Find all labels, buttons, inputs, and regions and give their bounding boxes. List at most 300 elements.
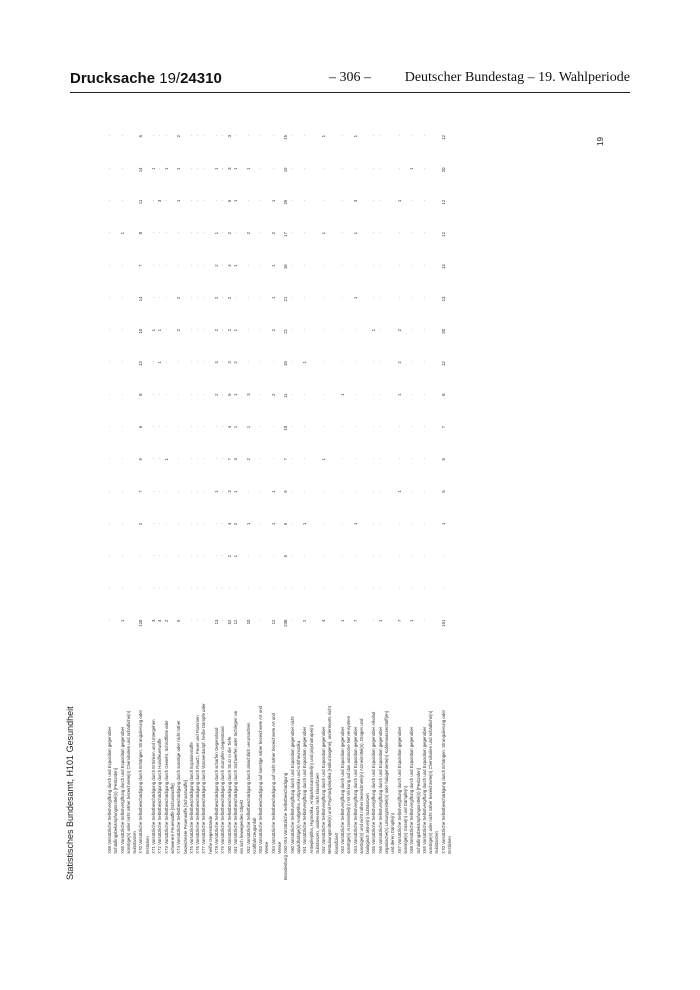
row-label: X75 Vorsätzliche Selbstbeschädigung durch Explosivstoffe [188, 742, 194, 854]
value-cell: · [283, 587, 289, 589]
value-cell: 1 [409, 167, 415, 170]
value-cell: · [157, 490, 163, 492]
total-cell: 1 [339, 619, 345, 622]
value-cell: 3 [352, 199, 358, 203]
total-cell: · [421, 619, 427, 622]
value-cell: 1 [163, 167, 169, 170]
value-cell: · [188, 393, 194, 395]
value-cell: 1 [352, 522, 358, 526]
value-cell: · [151, 522, 157, 525]
statistics-table [107, 135, 453, 880]
value-cell: 1 [371, 328, 377, 332]
value-cell: · [258, 490, 264, 492]
value-cell [447, 232, 453, 264]
value-cell: · [258, 296, 264, 299]
table-body [107, 135, 453, 880]
value-cell: 8 [440, 393, 446, 396]
value-cell: · [220, 425, 226, 428]
value-cell: 10 [138, 328, 144, 334]
value-cell: · [201, 135, 207, 137]
value-cell: · [321, 425, 327, 428]
value-cell [447, 135, 453, 167]
row-label: X76 Vorsätzliche Selbstbeschädigung durch Rauch, Feuer und Flammen [195, 715, 201, 854]
value-cell: · [289, 199, 295, 202]
value-cell: 1 [232, 555, 238, 558]
value-cell: · [377, 264, 383, 266]
value-cell: 14 [138, 296, 144, 302]
value-cell: · [289, 522, 295, 525]
value-cell: · [421, 458, 427, 460]
value-cell: · [289, 393, 295, 395]
value-cell: 1 [157, 361, 163, 364]
value-cell: 17 [283, 232, 289, 237]
value-cell: · [195, 264, 201, 266]
value-cell: 2 [138, 522, 144, 526]
value-cell: · [201, 264, 207, 266]
value-cell: 3 [226, 135, 232, 138]
row-label: X68 Vorsätzliche Selbstvergiftung durch und Exposition gegenüber [409, 726, 415, 854]
value-cell: 2 [214, 264, 220, 267]
total-cell: 10 [245, 619, 251, 625]
value-cell: · [176, 555, 182, 557]
value-cell: 5 [440, 490, 446, 493]
value-cell: · [188, 361, 194, 363]
value-cell: · [220, 522, 226, 525]
value-cell: · [245, 264, 251, 266]
value-cell: · [270, 555, 276, 557]
value-cell: · [270, 135, 276, 137]
value-cell [447, 167, 453, 199]
value-cell: · [421, 393, 427, 395]
value-cell: · [339, 425, 345, 428]
value-cell: · [302, 490, 308, 492]
total-cell: · [258, 619, 264, 622]
value-cell: · [321, 199, 327, 202]
value-cell: 7 [138, 490, 144, 493]
value-cell: · [302, 296, 308, 299]
value-cell: · [352, 393, 358, 395]
row-label: sonstige(n) Gase(n) und Dämpfe(n) [402, 785, 408, 854]
total-cell: 238 [283, 619, 289, 627]
value-cell: · [302, 555, 308, 557]
value-cell: 1 [440, 522, 446, 526]
value-cell: · [151, 425, 157, 428]
value-cell: 20 [440, 328, 446, 334]
value-cell: 8 [138, 393, 144, 396]
value-cell: 5 [226, 199, 232, 203]
value-cell: · [151, 555, 157, 557]
value-cell: 7 [283, 458, 289, 461]
value-cell: · [107, 490, 112, 492]
value-cell: 1 [214, 232, 220, 235]
value-cell: · [176, 425, 182, 428]
row-label: Substanzen [434, 831, 440, 854]
value-cell: · [201, 490, 207, 492]
value-cell: · [321, 264, 327, 266]
value-cell: 2 [270, 393, 276, 396]
total-cell: 4 [321, 619, 327, 622]
value-cell: · [352, 555, 358, 557]
value-cell: · [138, 587, 144, 589]
row-label: sonstige(n) oder nicht näher bezeichnete(n) Chemikalien und schädliche(n) [428, 710, 434, 854]
region-cell: Brandenburg [283, 855, 289, 880]
row-label: X78 Vorsätzliche Selbstbeschädigung durch scharfen Gegenstand [214, 727, 220, 854]
value-cell: 18 [283, 264, 289, 270]
value-cell: · [245, 296, 251, 299]
value-cell: 6 [138, 425, 144, 429]
value-cell: · [377, 490, 383, 492]
value-cell: · [409, 296, 415, 299]
value-cell: · [371, 490, 377, 492]
value-cell: 1 [396, 490, 402, 493]
value-cell: · [188, 232, 194, 234]
value-cell: · [409, 587, 415, 589]
row-label: Kraftfahrzeugunfall [251, 817, 257, 854]
value-cell: · [258, 425, 264, 428]
value-cell: · [396, 264, 402, 266]
value-cell: 21 [283, 328, 289, 334]
value-cell: · [107, 264, 112, 266]
value-cell: 10 [283, 425, 289, 431]
value-cell: · [138, 555, 144, 557]
value-cell: 1 [232, 328, 238, 332]
value-cell: · [302, 328, 308, 331]
value-cell: · [409, 135, 415, 137]
value-cell: 12 [440, 361, 446, 366]
value-cell: · [302, 458, 308, 460]
value-cell: · [421, 135, 427, 137]
value-cell: · [119, 393, 125, 395]
value-cell: · [151, 361, 157, 363]
value-cell: · [195, 490, 201, 492]
row-label: X70 Vorsätzliche Selbstbeschädigung durch Erhängen, Strangulierung oder [440, 709, 446, 854]
value-cell: · [321, 361, 327, 363]
total-cell: · [201, 619, 207, 622]
value-cell: · [409, 458, 415, 460]
value-cell: 1 [232, 425, 238, 429]
value-cell: 2 [226, 296, 232, 300]
value-cell: · [220, 393, 226, 395]
value-cell: · [371, 167, 377, 169]
drucksache-number: 24310 [180, 70, 222, 87]
row-label: X61 Vorsätzliche Selbstvergiftung durch und Exposition gegenüber [302, 726, 308, 854]
value-cell: · [352, 328, 358, 331]
value-cell: · [339, 167, 345, 169]
value-cell: · [195, 135, 201, 137]
total-cell: 12 [232, 619, 238, 625]
value-cell: · [352, 167, 358, 169]
row-label: X62 Vorsätzliche Selbstvergiftung durch und Exposition gegenüber [321, 726, 327, 854]
value-cell: · [157, 458, 163, 460]
value-cell: 1 [321, 135, 327, 138]
value-cell: · [339, 264, 345, 266]
value-cell: · [302, 393, 308, 395]
row-label: opioidhaltige(n) Analgetika, Antipyretika und Antirheumatika [295, 740, 301, 854]
value-cell: · [371, 361, 377, 363]
value-cell: · [352, 264, 358, 266]
value-cell: · [232, 135, 238, 137]
value-cell: · [339, 328, 345, 331]
value-cell: 21 [283, 296, 289, 302]
value-cell: · [440, 555, 446, 557]
value-cell: · [176, 361, 182, 363]
value-cell: · [270, 167, 276, 169]
value-cell: · [220, 135, 226, 137]
row-label: klassifiziert [333, 832, 339, 854]
value-cell: · [232, 587, 238, 589]
value-cell: · [188, 264, 194, 266]
row-label: X63 Vorsätzliche Selbstvergiftung durch und Exposition gegenüber [339, 726, 345, 854]
value-cell: · [107, 135, 112, 137]
drucksache-number-prefix: 19/ [159, 70, 181, 87]
value-cell: · [270, 587, 276, 589]
value-cell: · [377, 135, 383, 137]
value-cell: · [201, 587, 207, 589]
row-label: und deren Dämpfe(n) [390, 812, 396, 854]
total-cell: 2 [302, 619, 308, 622]
value-cell: · [396, 587, 402, 589]
value-cell: 5 [226, 393, 232, 396]
value-cell: 1 [151, 167, 157, 170]
value-cell: · [289, 555, 295, 557]
row-label: Antiepileptika, Hypnotika, Antiparkinsonmittel(n) und psychotrope(n) [308, 724, 314, 854]
total-cell: 12 [270, 619, 276, 625]
value-cell: · [245, 328, 251, 331]
value-cell: · [440, 587, 446, 589]
value-cell: · [289, 264, 295, 266]
value-cell: · [396, 296, 402, 299]
value-cell: · [421, 264, 427, 266]
value-cell: 2 [214, 393, 220, 396]
value-cell: · [214, 199, 220, 202]
value-cell: · [195, 296, 201, 299]
value-cell: · [321, 587, 327, 589]
value-cell: 2 [176, 328, 182, 332]
value-cell: · [214, 587, 220, 589]
value-cell: · [245, 135, 251, 137]
value-cell: · [371, 135, 377, 137]
value-cell: · [201, 328, 207, 331]
value-cell: · [220, 232, 226, 234]
value-cell: 1 [176, 167, 182, 170]
value-cell: · [214, 458, 220, 460]
value-cell: · [377, 167, 383, 169]
value-cell: 2 [226, 232, 232, 235]
value-cell: · [176, 264, 182, 266]
table-page-number: 19 [596, 137, 605, 146]
value-cell: 2 [396, 361, 402, 364]
value-cell: · [201, 393, 207, 395]
value-cell: · [232, 232, 238, 234]
value-cell: · [176, 458, 182, 460]
value-cell: · [270, 458, 276, 460]
value-cell: · [371, 458, 377, 460]
value-cell: 2 [396, 328, 402, 332]
value-cell [447, 523, 453, 555]
value-cell: · [188, 490, 194, 492]
value-cell: · [201, 522, 207, 525]
value-cell [447, 361, 453, 393]
row-label: X60-X84 Vorsätzliche Selbstbeschädigung [283, 772, 289, 854]
row-label: Substanzen [132, 831, 138, 854]
value-cell: 1 [232, 490, 238, 493]
value-cell: · [107, 328, 112, 331]
value-cell: 13 [440, 296, 446, 302]
row-label: schwerere Feuerwaffe [Schusswaffe] [169, 783, 175, 854]
value-cell: · [371, 393, 377, 395]
row-label: X70 Vorsätzliche Selbstbeschädigung durch Erhängen, Strangulierung oder [138, 709, 144, 854]
value-cell: · [176, 393, 182, 395]
value-cell: 2 [226, 328, 232, 332]
value-cell: · [409, 199, 415, 202]
value-cell: 13 [440, 264, 446, 270]
value-cell: 1 [232, 264, 238, 267]
value-cell: · [220, 328, 226, 331]
value-cell: · [409, 232, 415, 234]
value-cell: 2 [232, 522, 238, 526]
value-cell: · [377, 393, 383, 395]
value-cell: · [289, 167, 295, 169]
value-cell: 1 [232, 393, 238, 396]
value-cell: · [289, 296, 295, 299]
row-label: heiße Gegenstände [207, 816, 213, 854]
value-cell: · [258, 232, 264, 234]
value-cell: 1 [339, 393, 345, 396]
value-cell: · [352, 361, 358, 363]
value-cell: · [339, 296, 345, 299]
value-cell: · [352, 587, 358, 589]
value-cell: 1 [245, 522, 251, 526]
value-cell: · [339, 587, 345, 589]
value-cell: · [107, 425, 112, 428]
value-cell: · [119, 587, 125, 589]
value-cell: 4 [226, 425, 232, 429]
value-cell: 5 [440, 458, 446, 461]
value-cell: 2 [214, 328, 220, 332]
value-cell: · [195, 199, 201, 202]
value-cell: · [302, 232, 308, 234]
row-label: X60 Vorsätzliche Selbstvergiftung durch und Exposition gegenüber nicht [289, 716, 295, 854]
value-cell: · [195, 232, 201, 234]
value-cell: 4 [226, 264, 232, 267]
value-cell: · [163, 361, 169, 363]
value-cell: · [421, 199, 427, 202]
value-cell: 1 [245, 425, 251, 429]
value-cell: · [163, 232, 169, 234]
value-cell: · [302, 135, 308, 137]
value-cell: 2 [214, 296, 220, 300]
value-cell: · [201, 232, 207, 234]
value-cell: · [188, 199, 194, 202]
value-cell: 1 [396, 199, 402, 203]
value-cell: · [163, 135, 169, 137]
value-cell: · [258, 167, 264, 169]
value-cell: · [188, 587, 194, 589]
row-label: biologisch aktive(n) Substanzen [365, 793, 371, 854]
value-cell: · [321, 296, 327, 299]
value-cell: · [421, 425, 427, 428]
value-cell: · [220, 490, 226, 492]
total-cell: 4 [157, 619, 163, 622]
value-cell: · [214, 555, 220, 557]
value-cell: · [163, 296, 169, 299]
value-cell: · [352, 458, 358, 460]
value-cell: 3 [226, 490, 232, 493]
value-cell: · [107, 167, 112, 169]
value-cell: · [151, 490, 157, 492]
total-cell: 13 [214, 619, 220, 625]
value-cell: · [396, 167, 402, 169]
value-cell: 12 [440, 199, 446, 205]
value-cell: · [371, 199, 377, 202]
value-cell: · [371, 264, 377, 266]
value-cell: · [371, 232, 377, 234]
value-cell: 5 [283, 555, 289, 558]
value-cell: · [201, 425, 207, 428]
value-cell: · [289, 425, 295, 428]
value-cell: · [409, 328, 415, 331]
value-cell: · [163, 425, 169, 428]
value-cell: · [119, 555, 125, 557]
value-cell: · [188, 458, 194, 460]
value-cell: · [377, 232, 383, 234]
value-cell: 8 [138, 232, 144, 235]
value-cell: · [321, 555, 327, 557]
total-cell: · [371, 619, 377, 622]
value-cell: 11 [138, 199, 144, 205]
value-cell: 1 [270, 490, 276, 493]
value-cell: 1 [232, 199, 238, 203]
row-label: X82 Vorsätzliche Selbstbeschädigung durch absichtlich verursachten [245, 722, 251, 854]
value-cell: 7 [226, 458, 232, 461]
value-cell: 1 [176, 199, 182, 203]
value-cell: 3 [226, 361, 232, 364]
row-label: Betäubungsmittel(n) und Psychodysleptika [Halluzinogene], anderenorts nicht [327, 706, 333, 854]
row-label: X64 Vorsätzliche Selbstvergiftung durch und Exposition gegenüber [352, 726, 358, 854]
value-cell: · [258, 328, 264, 331]
row-label: X71 Vorsätzliche Selbstbeschädigung durch Ertrinken und Untergehen [151, 719, 157, 854]
row-label: X80 Vorsätzliche Selbstbeschädigung durch Sturz in die Tiefe [226, 736, 232, 854]
value-cell: · [151, 135, 157, 137]
value-cell [447, 394, 453, 426]
value-cell: · [409, 555, 415, 557]
value-cell: · [421, 555, 427, 557]
value-cell: · [270, 425, 276, 428]
value-cell: 1 [302, 361, 308, 364]
value-cell: · [289, 490, 295, 492]
row-label: Schädlingsbekämpfungsmittel(n) [Pestiziden] [415, 768, 421, 854]
value-cell: 1 [245, 167, 251, 170]
row-label: X69 Vorsätzliche Selbstvergiftung durch und Exposition gegenüber [119, 726, 125, 854]
value-cell: · [163, 199, 169, 202]
value-cell: · [371, 425, 377, 428]
value-cell: · [258, 522, 264, 525]
value-cell: 1 [157, 328, 163, 332]
value-cell: 3 [232, 458, 238, 461]
value-cell: · [289, 232, 295, 234]
value-cell: · [195, 361, 201, 363]
value-cell: · [151, 296, 157, 299]
total-cell: 1 [377, 619, 383, 622]
source-title: Statistisches Bundesamt, H101 Gesundheit [65, 706, 75, 880]
value-cell: · [302, 199, 308, 202]
value-cell: 2 [245, 458, 251, 461]
value-cell: · [377, 458, 383, 460]
value-cell: · [421, 522, 427, 525]
value-cell: · [163, 490, 169, 492]
value-cell: · [107, 393, 112, 395]
value-cell [447, 297, 453, 329]
